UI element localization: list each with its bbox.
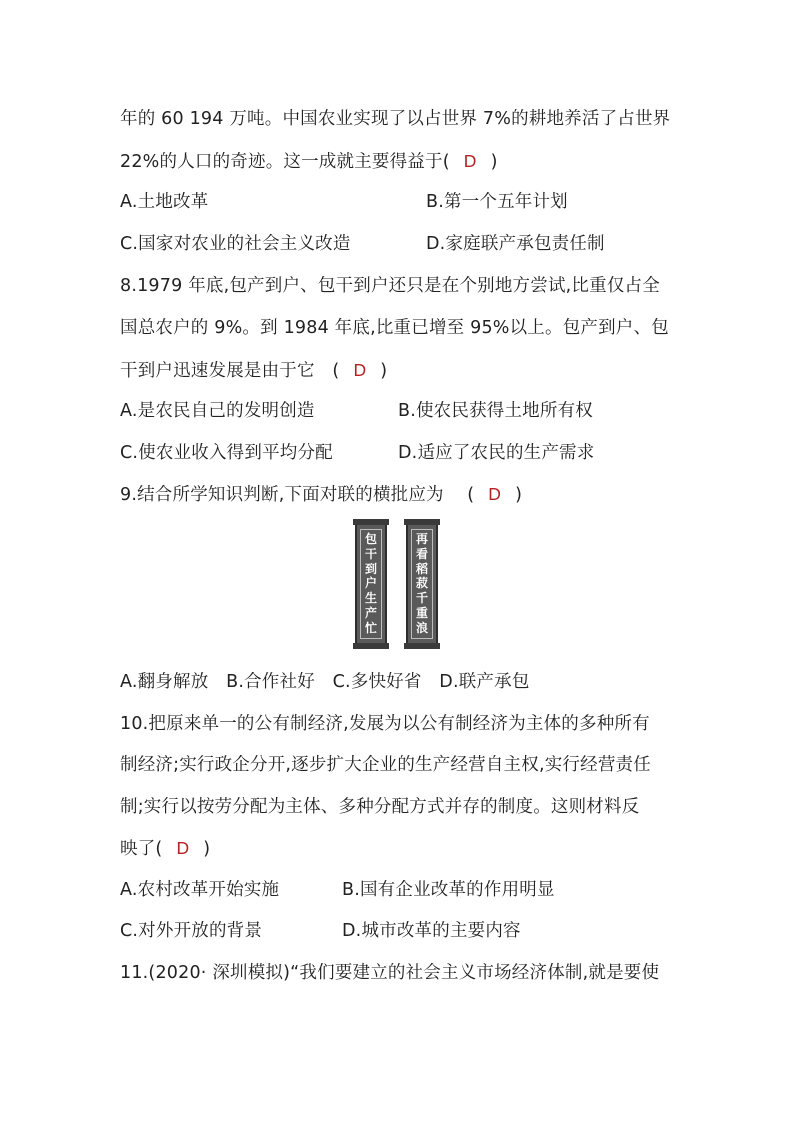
- couplet-right-char: 重: [415, 606, 428, 621]
- q10-stem-line2: 制经济;实行政企分开,逐步扩大企业的生产经营自主权,实行经营责任: [120, 755, 651, 775]
- q7-stem-line1: 年的 60 194 万吨。中国农业实现了以占世界 7%的耕地养活了占世界: [120, 109, 671, 129]
- q8-option-b[interactable]: B.使农民获得土地所有权: [398, 401, 593, 421]
- q10-stem-line4: [120, 836, 210, 861]
- q8-stem-line3: [120, 358, 387, 383]
- couplet-right-char: 菽: [415, 576, 428, 591]
- couplet-right-char: 千: [415, 591, 428, 606]
- q9-answer: D: [488, 484, 502, 504]
- q7-option-d[interactable]: D.家庭联产承包责任制: [426, 234, 605, 254]
- couplet-right-char: 再: [415, 531, 428, 546]
- couplet-right-char: 看: [415, 546, 428, 561]
- q7-stem-text: 22%的人口的奇迹。这一成就主要得益于(: [120, 152, 450, 172]
- q10-answer: D: [176, 838, 190, 858]
- q9-stem-text: 9.结合所学知识判断,下面对联的横批应为 (: [120, 485, 475, 505]
- q8-stem-text: 干到户迅速发展是由于它 (: [120, 361, 340, 381]
- q10-option-a[interactable]: A.农村改革开始实施: [120, 880, 280, 900]
- q8-stem-line1: 8.1979 年底,包产到户、包干到户还只是在个别地方尝试,比重仅占全: [120, 276, 660, 296]
- q8-option-a[interactable]: A.是农民自己的发明创造: [120, 401, 315, 421]
- q9-stem-line1: [120, 482, 522, 507]
- couplet-right-text: [411, 529, 433, 639]
- q7-answer: D: [463, 151, 477, 171]
- couplet-right-char: 稻: [415, 561, 428, 576]
- couplet-left-text: [360, 529, 382, 639]
- q10-stem-line3: 制;实行以按劳分配为主体、多种分配方式并存的制度。这则材料反: [120, 797, 640, 817]
- couplet-left-char: 到: [364, 561, 377, 576]
- q10-stem-text: 映了(: [120, 839, 163, 859]
- q8-option-c[interactable]: C.使农业收入得到平均分配: [120, 443, 333, 463]
- q7-close-paren: ): [490, 152, 498, 172]
- couplet-left-scroll: [355, 521, 387, 647]
- couplet-right-scroll: [406, 521, 438, 647]
- q9-close-paren: ): [515, 485, 523, 505]
- q10-stem-line1: 10.把原来单一的公有制经济,发展为以公有制经济为主体的多种所有: [120, 714, 650, 734]
- couplet-left-char: 生: [364, 591, 377, 606]
- q8-close-paren: ): [380, 361, 388, 381]
- couplet-left-char: 产: [364, 606, 377, 621]
- q10-option-b[interactable]: B.国有企业改革的作用明显: [342, 880, 555, 900]
- q7-option-a[interactable]: A.土地改革: [120, 192, 209, 212]
- q9-options: A.翻身解放 B.合作社好 C.多快好省 D.联产承包: [120, 672, 530, 692]
- q7-option-c[interactable]: C.国家对农业的社会主义改造: [120, 234, 351, 254]
- couplet-left-char: 忙: [364, 620, 377, 635]
- q7-option-b[interactable]: B.第一个五年计划: [426, 192, 568, 212]
- couplet-left-char: 干: [364, 546, 377, 561]
- q8-answer: D: [353, 360, 367, 380]
- q11-stem-line1: 11.(2020· 深圳模拟)“我们要建立的社会主义市场经济体制,就是要使: [120, 963, 660, 983]
- q7-stem-line2: [120, 149, 498, 174]
- couplet-right-char: 浪: [415, 620, 428, 635]
- couplet-left-char: 户: [364, 576, 377, 591]
- q8-option-d[interactable]: D.适应了农民的生产需求: [398, 443, 595, 463]
- q10-option-c[interactable]: C.对外开放的背景: [120, 921, 263, 941]
- q8-stem-line2: 国总农户的 9%。到 1984 年底,比重已增至 95%以上。包产到户、包: [120, 318, 669, 338]
- q10-option-d[interactable]: D.城市改革的主要内容: [342, 921, 521, 941]
- q10-close-paren: ): [203, 839, 211, 859]
- couplet-left-char: 包: [364, 531, 377, 546]
